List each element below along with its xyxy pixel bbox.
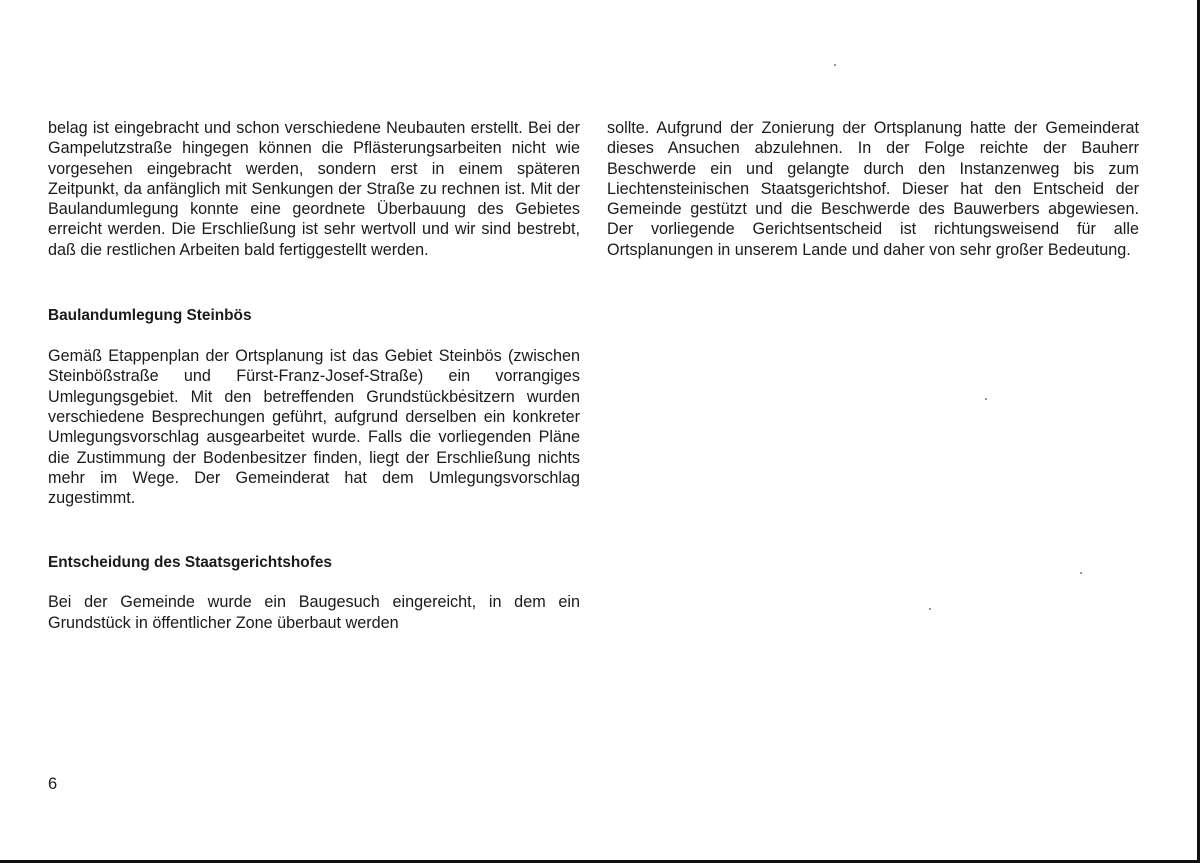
scan-speck — [985, 398, 987, 400]
heading-baulandumlegung-steinboes: Baulandumlegung Steinbös — [48, 307, 252, 325]
scan-speck — [834, 64, 836, 66]
heading-staatsgerichtshof: Entscheidung des Staatsgerichtshofes — [48, 554, 332, 572]
page-number: 6 — [48, 775, 58, 793]
left-column — [48, 118, 580, 633]
right-column — [607, 118, 1139, 260]
paragraph-baugesuch: Bei der Gemeinde wurde ein Baugesuch eingereicht, in dem ein Grundstück in öffentlicher Zone überbaut werden — [48, 593, 580, 632]
paragraph-baulandumlegung-intro: belag ist eingebracht und schon verschiedene Neubauten erstellt. Bei der Gampelutzstraße hingegen können die Pflästerungsarbeiten nicht wie vorgesehen eingebracht werden, sondern erst in einem späteren Zeitpunkt, da anfänglich mit Senkungen der Straße zu rechnen ist. Mit der Baulandumlegung konnte eine geordnete Überbauung des Gebietes erreicht werden. Die Erschließung ist sehr wertvoll und wir sind bestrebt, daß die restlichen Arbeiten bald fertiggestellt werden. — [48, 119, 580, 259]
scan-speck — [929, 608, 931, 610]
paragraph-staatsgerichtshof-continued: sollte. Aufgrund der Zonierung der Ortsplanung hatte der Gemeinderat dieses Ansuchen abzulehnen. In der Folge reichte der Bauherr Beschwerde ein und gelangte durch den Instanzenweg bis zum Liechtensteinischen Staatsgerichtshof. Dieser hat den Entscheid der Gemeinde gestützt und die Beschwerde des Bauwerbers abgewiesen. Der vorliegende Gerichtsentscheid ist richtungsweisend für alle Ortsplanungen in unserem Lande und daher von sehr großer Bedeutung. — [607, 119, 1139, 259]
scan-speck — [1080, 572, 1082, 574]
paragraph-steinboes: Gemäß Etappenplan der Ortsplanung ist das Gebiet Steinbös (zwischen Steinbößstraße und Fürst-Franz-Josef-Straße) ein vorrangiges Umlegungsgebiet. Mit den betreffenden Grundstückbesitzern wurden verschiedene Besprechungen geführt, aufgrund derselben ein konkreter Umlegungsvorschlag ausgearbeitet wurde. Falls die vorliegenden Pläne die Zustimmung der Bodenbesitzer finden, liegt der Erschließung nichts mehr im Wege. Der Gemeinderat hat dem Umlegungsvorschlag zugestimmt. — [48, 347, 580, 508]
